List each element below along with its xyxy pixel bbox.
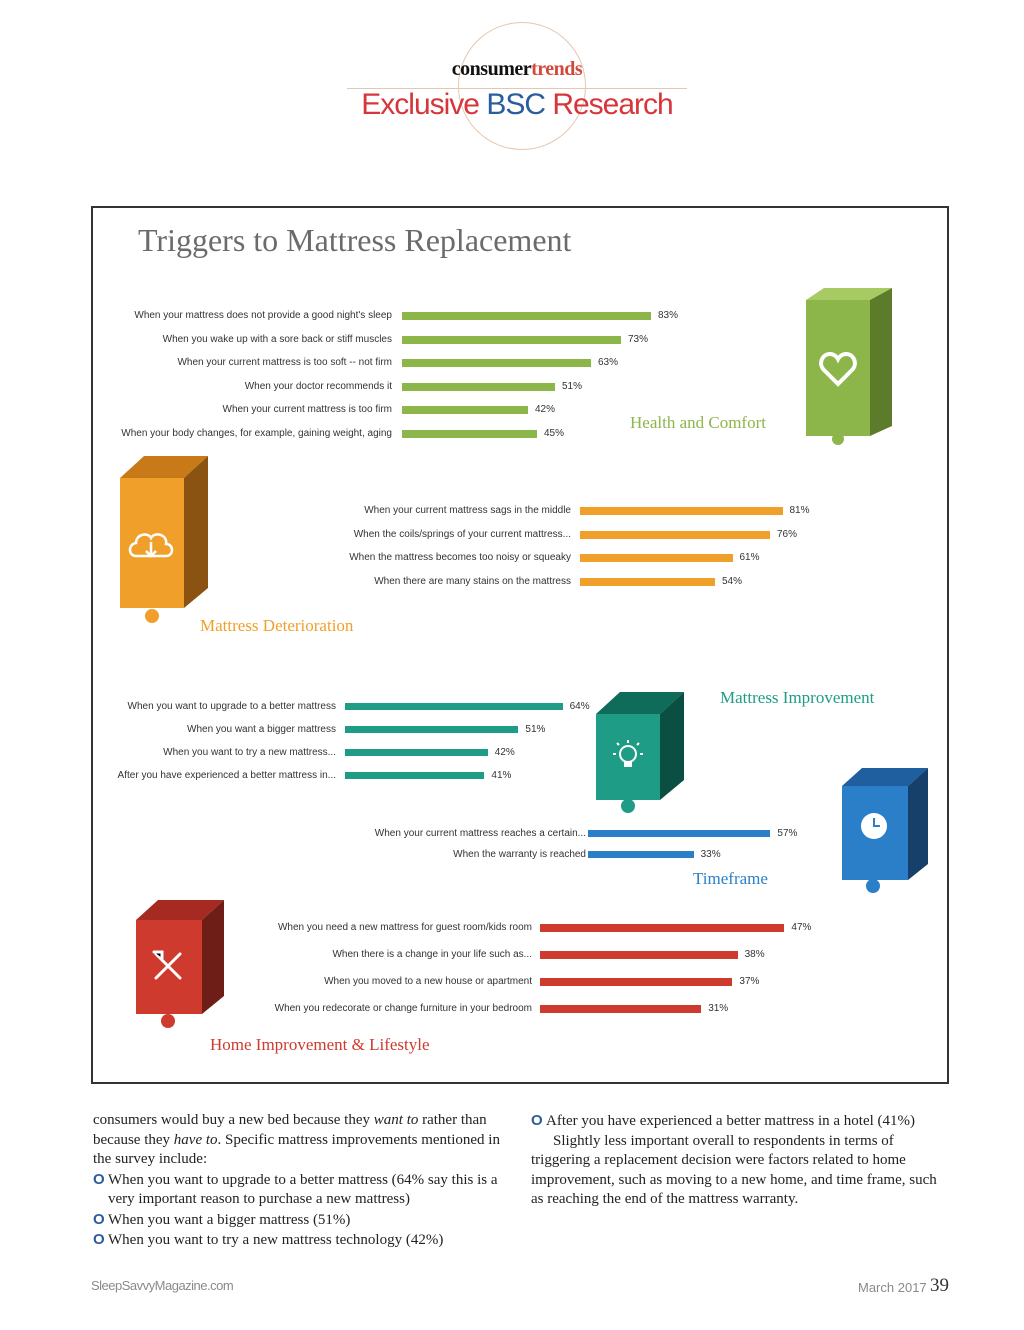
bar-label-mattress-improvement: When you want a bigger mattress xyxy=(187,724,336,735)
list-item-text: After you have experienced a better mattress in a hotel (41%) xyxy=(546,1113,916,1129)
bar-mattress-improvement xyxy=(345,703,563,710)
bar-value-label-health-and-comfort: 51% xyxy=(562,380,583,392)
bar-mattress-deterioration xyxy=(580,578,715,586)
bar-value-label-timeframe: 57% xyxy=(777,828,798,839)
bar-mattress-deterioration xyxy=(580,531,770,539)
title-exclusive: Exclusive xyxy=(361,88,487,121)
bar-value-label-health-and-comfort: 73% xyxy=(628,333,649,345)
bullet-mark: O xyxy=(531,1112,543,1129)
bar-value-label-health-and-comfort: 42% xyxy=(535,404,556,416)
clock-icon xyxy=(861,813,887,839)
para-italic-have-to: have to xyxy=(173,1131,218,1148)
bar-label-health-and-comfort: When your doctor recommends it xyxy=(244,380,392,392)
bar-label-health-and-comfort: When your current mattress is too firm xyxy=(222,404,392,416)
bar-label-health-and-comfort: When your body changes, for example, gaining weight, aging xyxy=(121,428,392,439)
kicker-consumer: consumer xyxy=(451,58,532,80)
bar-home-improvement-lifestyle xyxy=(540,1005,701,1013)
bar-value-label-timeframe: 33% xyxy=(700,849,721,860)
bar-value-label-home-improvement-lifestyle: 31% xyxy=(708,1003,729,1014)
bar-label-mattress-improvement: When you want to upgrade to a better mattress xyxy=(127,701,336,712)
article-right-paragraph: Slightly less important overall to respondents in terms of triggering a replacement decision were factors related to home improvement, such as moving to a new home, and time frame, such as reaching the end of the mattress warranty. xyxy=(531,1132,937,1207)
bar-health-and-comfort xyxy=(402,383,555,391)
title-research: Research xyxy=(545,88,673,121)
bar-value-label-mattress-improvement: 41% xyxy=(491,770,512,781)
bar-label-mattress-improvement: After you have experienced a better mattress in... xyxy=(117,770,336,781)
health-cube-icon xyxy=(800,284,900,446)
bar-label-mattress-deterioration: When your current mattress sags in the middle xyxy=(364,505,571,516)
footer-site[interactable]: SleepSavvyMagazine.com xyxy=(91,1278,234,1293)
article-left-column xyxy=(93,1111,513,1251)
bar-label-home-improvement-lifestyle: When there is a change in your life such as... xyxy=(332,949,532,960)
bar-label-mattress-deterioration: When there are many stains on the mattress xyxy=(374,575,571,587)
list-item xyxy=(93,1230,513,1251)
chart-title: Triggers to Mattress Replacement xyxy=(138,222,572,258)
bar-home-improvement-lifestyle xyxy=(540,924,784,932)
bar-mattress-improvement xyxy=(345,749,488,756)
bar-label-mattress-deterioration: When the mattress becomes too noisy or squeaky xyxy=(349,552,571,563)
bar-value-label-mattress-deterioration: 54% xyxy=(722,575,743,587)
bar-label-health-and-comfort: When your mattress does not provide a good night's sleep xyxy=(134,310,392,321)
list-item xyxy=(93,1210,513,1231)
bullet-mark: O xyxy=(93,1170,105,1188)
bar-value-label-home-improvement-lifestyle: 38% xyxy=(744,949,765,960)
category-title-home-improvement-lifestyle: Home Improvement & Lifestyle xyxy=(210,1035,430,1054)
para-text-2: rather than because they xyxy=(93,1112,487,1148)
bar-value-label-home-improvement-lifestyle: 37% xyxy=(739,976,760,987)
bullet-mark: O xyxy=(93,1231,105,1248)
footer-issue: March 2017 xyxy=(858,1280,927,1295)
list-item xyxy=(93,1170,513,1210)
bar-value-label-mattress-deterioration: 81% xyxy=(789,505,810,516)
para-italic-want-to: want to xyxy=(373,1112,419,1128)
bar-label-home-improvement-lifestyle: When you redecorate or change furniture in your bedroom xyxy=(274,1003,532,1014)
article-left-paragraph xyxy=(93,1111,513,1170)
bar-label-mattress-improvement: When you want to try a new mattress... xyxy=(163,747,336,758)
bar-mattress-deterioration xyxy=(580,554,733,562)
bar-mattress-improvement xyxy=(345,772,484,779)
section-kicker xyxy=(347,58,687,81)
list-item-text: When you want to upgrade to a better mattress (64% say this is a very important reason to purchase a new mattress) xyxy=(108,1171,498,1207)
bar-label-timeframe: When your current mattress reaches a certain... xyxy=(374,828,586,839)
bar-value-label-home-improvement-lifestyle: 47% xyxy=(791,922,812,933)
bar-home-improvement-lifestyle xyxy=(540,978,732,986)
list-item-text: When you want a bigger mattress (51%) xyxy=(108,1211,351,1228)
section-title xyxy=(330,88,704,122)
bar-health-and-comfort xyxy=(402,430,537,438)
bar-home-improvement-lifestyle xyxy=(540,951,738,959)
category-title-health-and-comfort: Health and Comfort xyxy=(630,413,766,432)
bar-value-label-mattress-deterioration: 76% xyxy=(777,528,798,540)
bar-label-health-and-comfort: When you wake up with a sore back or stiff muscles xyxy=(162,333,392,345)
bar-value-label-health-and-comfort: 83% xyxy=(658,310,679,321)
bar-value-label-mattress-deterioration: 61% xyxy=(739,552,760,563)
improvement-cube-icon xyxy=(590,688,690,818)
article-right-column xyxy=(531,1111,941,1210)
bar-timeframe xyxy=(588,830,770,837)
bar-value-label-mattress-improvement: 51% xyxy=(525,724,546,735)
bar-mattress-deterioration xyxy=(580,507,783,515)
bar-label-timeframe: When the warranty is reached xyxy=(453,849,586,860)
list-item-text: When you want to try a new mattress technology (42%) xyxy=(108,1232,444,1248)
category-title-mattress-improvement: Mattress Improvement xyxy=(720,688,875,707)
category-title-timeframe: Timeframe xyxy=(693,869,768,888)
bar-mattress-improvement xyxy=(345,726,518,733)
bar-value-label-health-and-comfort: 45% xyxy=(544,428,565,439)
page-number: 39 xyxy=(930,1275,949,1296)
bar-label-health-and-comfort: When your current mattress is too soft -- not firm xyxy=(177,357,392,369)
bar-label-mattress-deterioration: When the coils/springs of your current mattress... xyxy=(353,528,571,540)
bar-health-and-comfort xyxy=(402,336,621,344)
home-cube-icon xyxy=(130,896,230,1032)
kicker-trends: trends xyxy=(531,58,583,80)
bar-health-and-comfort xyxy=(402,406,528,414)
bar-label-home-improvement-lifestyle: When you moved to a new house or apartment xyxy=(324,976,532,987)
para-text-3: . Specific mattress improvements mentioned in the survey include: xyxy=(93,1131,500,1167)
header-circle-ornament xyxy=(458,22,586,150)
bullet-mark: O xyxy=(93,1210,105,1228)
title-bsc: BSC xyxy=(486,88,545,121)
list-item xyxy=(531,1111,941,1132)
bar-label-home-improvement-lifestyle: When you need a new mattress for guest room/kids room xyxy=(277,922,532,933)
bar-health-and-comfort xyxy=(402,312,651,320)
bar-value-label-health-and-comfort: 63% xyxy=(598,357,619,369)
bar-value-label-mattress-improvement: 64% xyxy=(569,701,590,712)
timeframe-cube-icon xyxy=(836,764,936,896)
para-text-1: consumers would buy a new bed because they xyxy=(93,1112,374,1128)
bar-timeframe xyxy=(588,851,694,858)
bar-health-and-comfort xyxy=(402,359,591,367)
deterioration-cube-icon xyxy=(114,452,214,628)
category-title-mattress-deterioration: Mattress Deterioration xyxy=(200,616,354,635)
bar-value-label-mattress-improvement: 42% xyxy=(494,747,515,758)
